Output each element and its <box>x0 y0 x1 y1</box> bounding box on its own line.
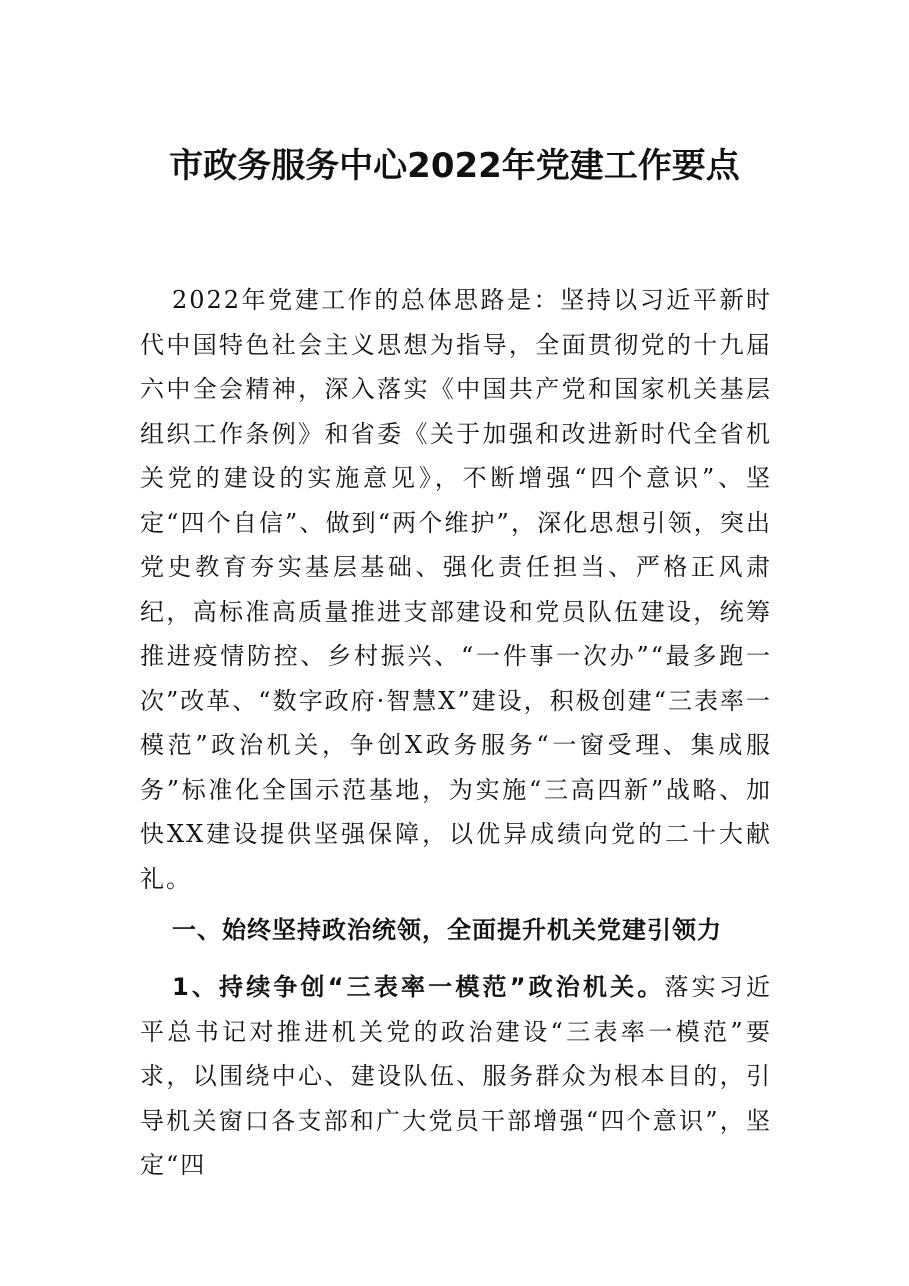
item-1-paragraph <box>140 965 772 1188</box>
item-1-text: 落实习近平总书记对推进机关党的政治建设“三表率一模范”要求，以围绕中心、建设队伍、服务群众为根本目的，引导机关窗口各支部和广大党员干部增强“四个意识”，坚定“四 <box>140 973 772 1179</box>
item-1-lead: 1、持续争创“三表率一模范”政治机关。 <box>172 973 665 1001</box>
section-heading-1: 一、始终坚持政治统领，全面提升机关党建引领力 <box>172 916 722 944</box>
document-title: 市政务服务中心2022年党建工作要点 <box>169 146 740 186</box>
overview-paragraph: 2022年党建工作的总体思路是：坚持以习近平新时代中国特色社会主义思想为指导，全面贯彻党的十九届六中全会精神，深入落实《中国共产党和国家机关基层组织工作条例》和省委《关于加强和改进新时代全省机关党的建设的实施意见》，不断增强“四个意识”、坚定“四个自信”、做到“两个维护”，深化思想引领，突出党史教育夯实基层基础、强化责任担当、严格正风肃纪，高标准高质量推进支部建设和党员队伍建设，统筹推进疫情防控、乡村振兴、“一件事一次办”“最多跑一次”改革、“数字政府·智慧X”建设，积极创建“三表率一模范”政治机关，争创X政务服务“一窗受理、集成服务”标准化全国示范基地，为实施“三高四新”战略、加快XX建设提供坚强保障，以优异成绩向党的二十大献礼。 <box>140 286 772 893</box>
